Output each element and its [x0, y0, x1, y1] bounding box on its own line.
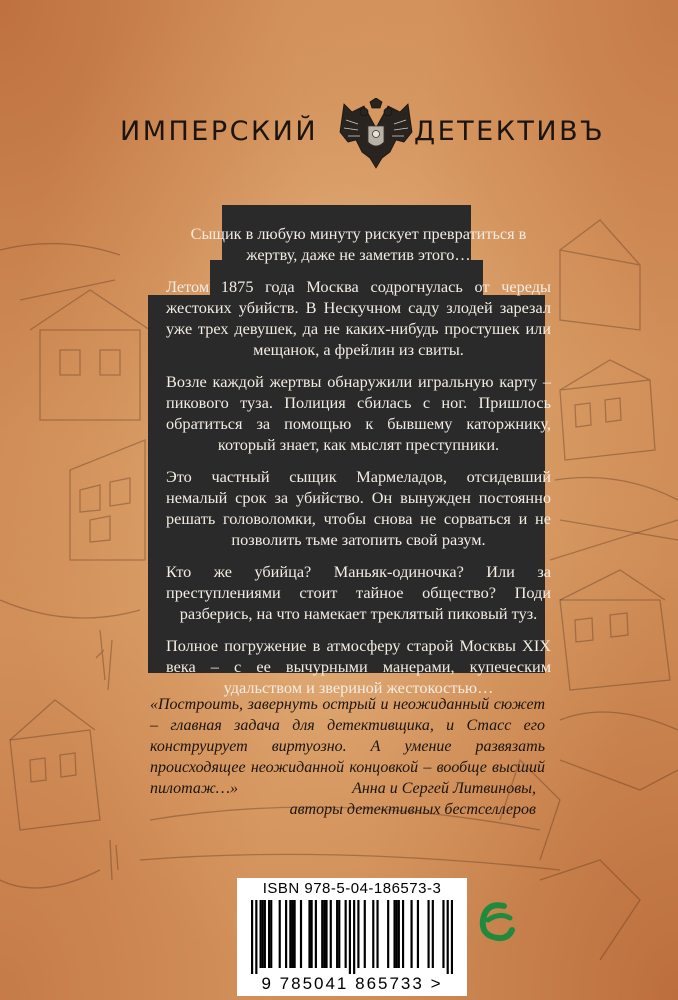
barcode-bar	[442, 900, 444, 968]
barcode-bar	[315, 900, 317, 968]
barcode-bar	[353, 900, 355, 974]
review-quote: «Построить, завернуть острый и неожиданный сюжет – главная задача для детективщика, и Стасс его конструирует виртуозно. А умение развязать происходящее неожиданной концовкой – вообще высший пилотаж…»	[150, 696, 545, 797]
review-attribution	[150, 778, 536, 820]
barcode-bar	[376, 900, 378, 968]
barcode-bar	[300, 900, 302, 968]
double-headed-eagle-icon	[338, 98, 414, 170]
barcode-bar	[260, 900, 262, 968]
barcode-bar	[321, 900, 323, 968]
barcode-bar	[279, 900, 281, 968]
barcode-bar	[398, 900, 400, 968]
isbn-label: ISBN 978-5-04-186573-3	[262, 880, 442, 897]
barcode-bar	[264, 900, 266, 968]
blurb-paragraph: Летом 1875 года Москва содрогнулась от череды жестоких убийств. В Нескучном саду злодей зарезал уже трех девушек, да не каких-нибудь простушек или мещанок, а фрейлин из свиты.	[166, 277, 551, 359]
barcode-bar	[357, 900, 359, 968]
barcode-digits: 9 785041 865733 >	[261, 974, 443, 993]
barcode-bar	[311, 900, 313, 968]
series-title-left: ИМПЕРСКИЙ	[120, 116, 319, 147]
barcode-bar	[262, 900, 264, 968]
barcode-bar	[417, 900, 419, 968]
barcode-bar	[255, 900, 257, 974]
barcode-bar	[323, 900, 325, 968]
barcode-bars	[251, 900, 453, 974]
barcode-bar	[432, 900, 434, 968]
review-author: Анна и Сергей Литвиновы,	[352, 780, 536, 797]
barcode-bar	[268, 900, 270, 968]
barcode-bar	[270, 900, 272, 968]
barcode-bar	[336, 900, 338, 968]
barcode-bar	[294, 900, 296, 968]
blurb-paragraph: Сыщик в любую минуту рискует превратиться в жертву, даже не заметив этого…	[190, 224, 527, 264]
barcode-bar	[345, 900, 347, 968]
blurb-text	[166, 223, 551, 709]
barcode-bar	[387, 900, 389, 968]
barcode-bar	[393, 900, 395, 968]
barcode-bar	[402, 900, 404, 968]
blurb-paragraph: Кто же убийца? Маньяк-одиночка? Или за преступлениями стоит тайное общество? Поди разберись, на что намекает треклятый пиковый туз.	[166, 562, 551, 623]
barcode-bar	[410, 900, 412, 968]
barcode-bar	[372, 900, 374, 968]
blurb-paragraph: Это частный сыщик Мармеладов, отсидевший немалый срок за убийство. Он вынужден постоянно решать головоломки, чтобы снова не сорваться и не позволить тьме затопить свой разум.	[166, 467, 551, 549]
barcode-bar	[285, 900, 287, 968]
review-author-role: авторы детективных бестселлеров	[289, 801, 536, 818]
barcode-bar	[291, 900, 293, 968]
barcode-bar	[338, 900, 340, 968]
barcode-bar	[451, 900, 453, 974]
barcode-bar	[396, 900, 398, 968]
barcode-bar	[364, 900, 366, 968]
series-title-right: ДЕТЕКТИВЪ	[414, 116, 606, 147]
barcode-area	[237, 878, 467, 996]
barcode-bar	[251, 900, 253, 974]
blurb-paragraph: Полное погружение в атмосферу старой Москвы XIX века – с ее вычурными манерами, купеческим удальством и звериной жестокостью…	[166, 636, 551, 697]
barcode-bar	[427, 900, 429, 968]
publisher-e-logo-icon	[478, 900, 516, 942]
barcode-bar	[330, 900, 332, 968]
barcode-bar	[447, 900, 449, 974]
barcode-bar	[289, 900, 291, 968]
barcode-bar	[349, 900, 351, 974]
barcode-bar	[325, 900, 327, 968]
barcode-bar	[308, 900, 310, 968]
blurb-paragraph: Возле каждой жертвы обнаружили игральную карту – пикового туза. Полиция сбилась с ног. Пришлось обратиться за помощью к бывшему каторжнику, который знает, как мыслят преступники.	[166, 372, 551, 454]
